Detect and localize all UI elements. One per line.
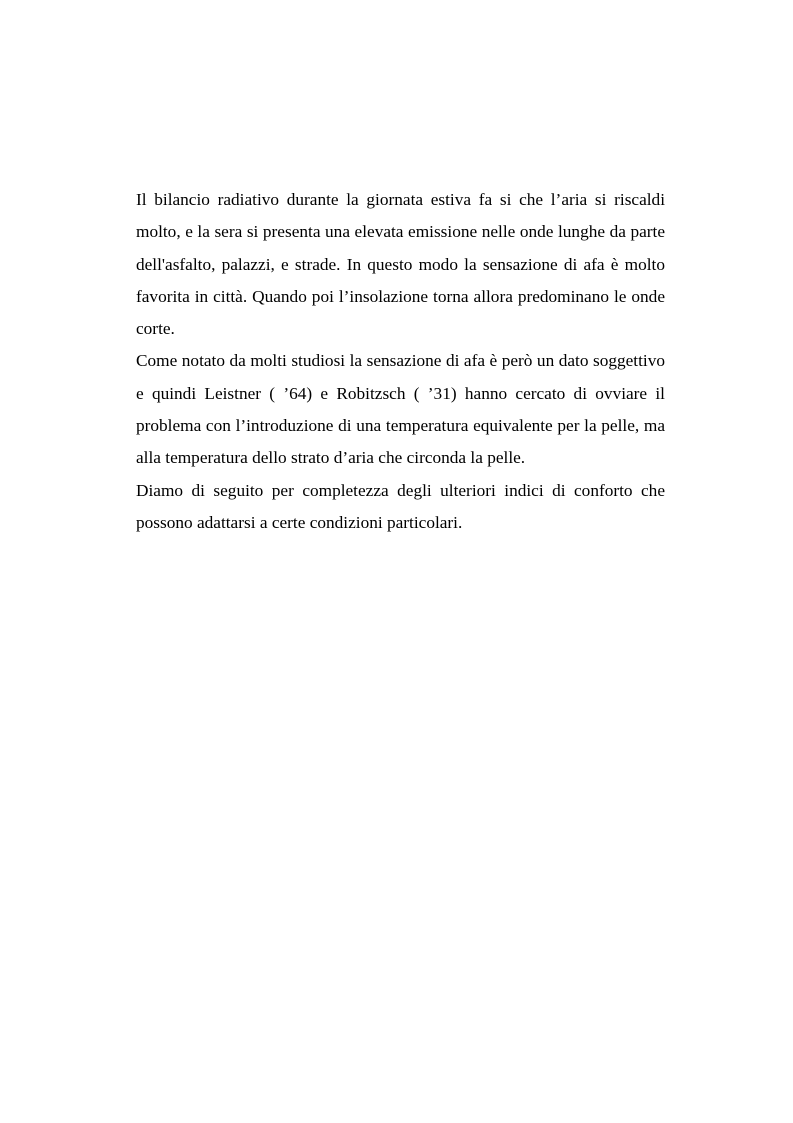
paragraph-radiative-balance: Il bilancio radiativo durante la giornata estiva fa si che l’aria si riscaldi molto, e la sera si presenta una elevata emissione nelle onde lunghe da parte dell'asfalto, palazzi, e strade. In questo modo la sensazione di afa è molto favorita in città. Quando poi l’insolazione torna allora predominano le onde corte.: [136, 190, 665, 339]
body-text: [136, 184, 665, 539]
paragraph-comfort-indices: Diamo di seguito per completezza degli ulteriori indici di conforto che possono adattarsi a certe condizioni particolari.: [136, 480, 665, 532]
paragraph-heat-sensation: Come notato da molti studiosi la sensazione di afa è però un dato soggettivo e quindi Leistner ( ’64) e Robitzsch ( ’31) hanno cercato di ovviare il problema con l’introduzione di una temperatura equivalente per la pelle, ma alla temperatura dello strato d’aria che circonda la pelle.: [136, 351, 665, 468]
